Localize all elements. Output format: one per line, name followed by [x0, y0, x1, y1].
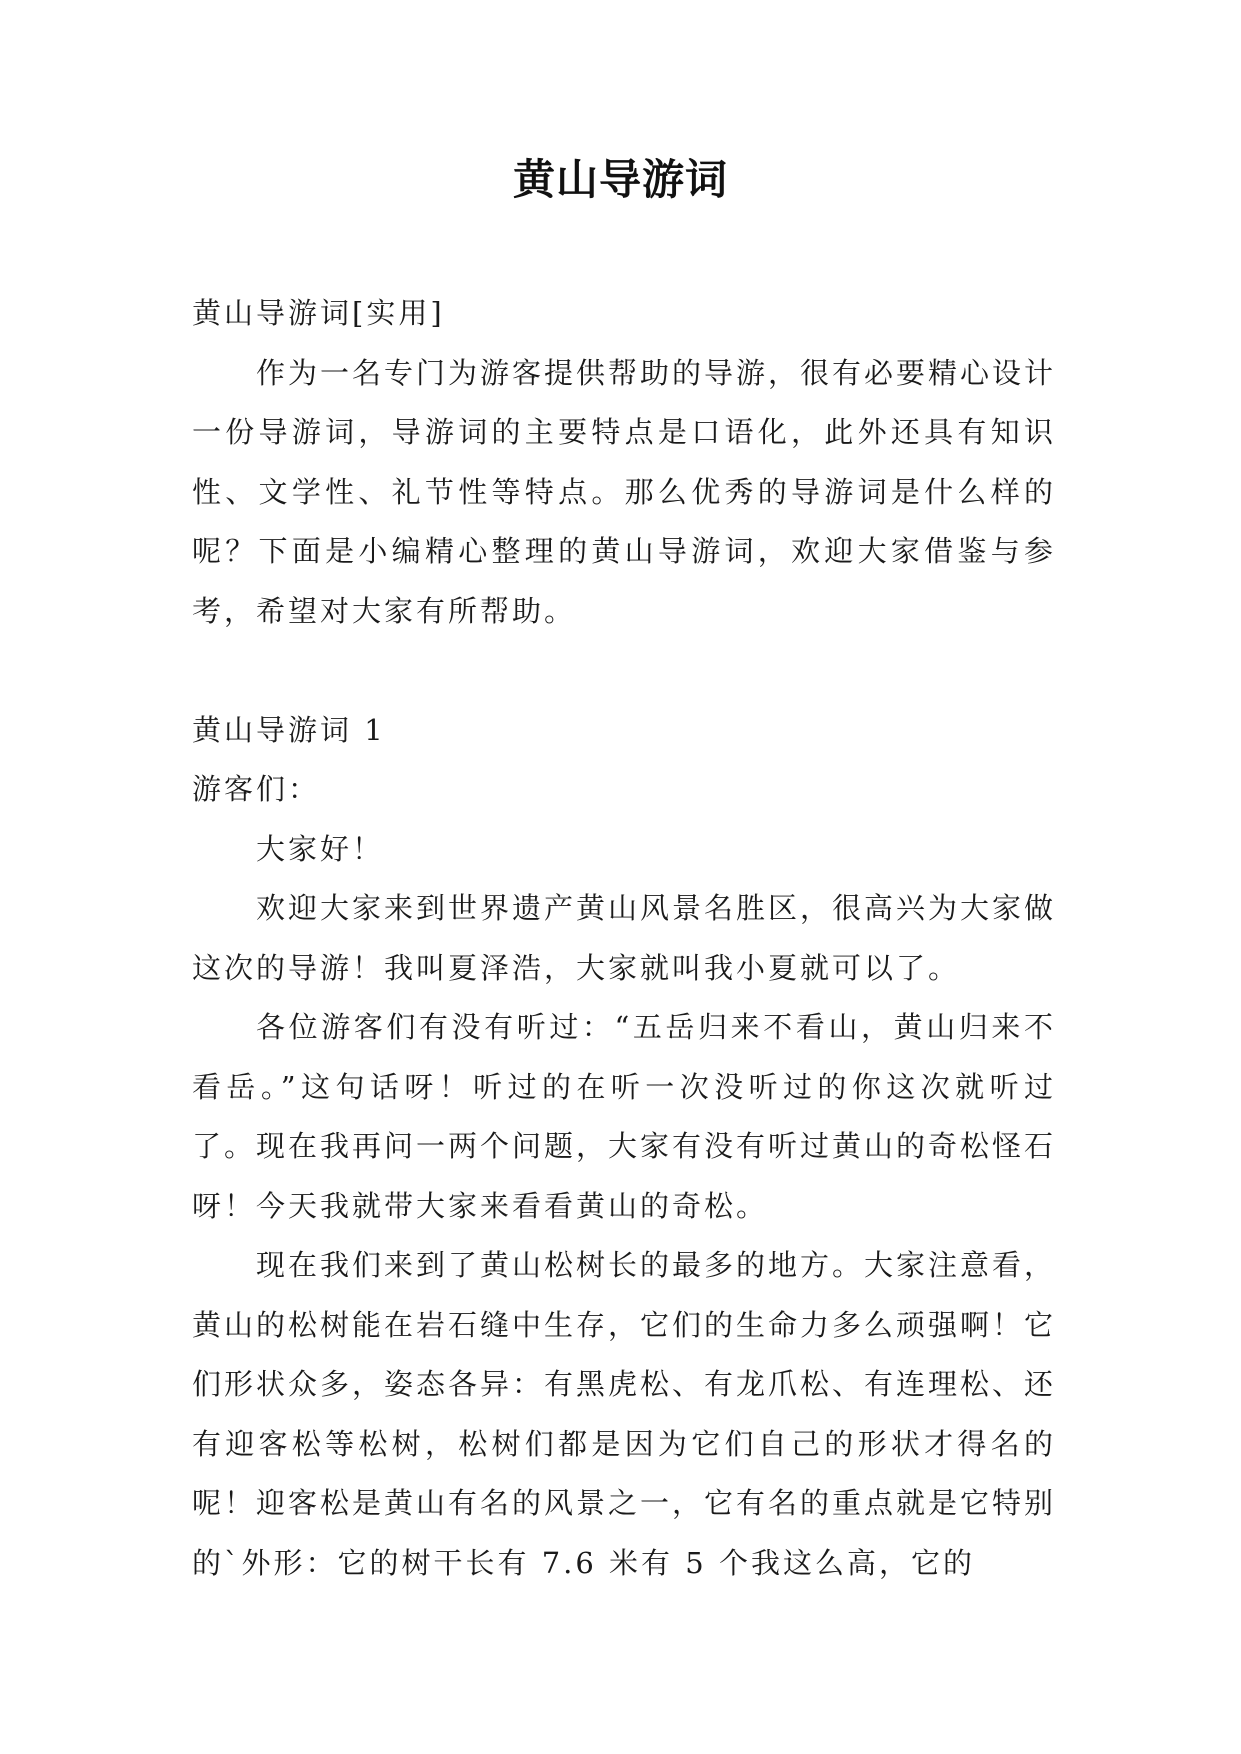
body-paragraph: 现在我们来到了黄山松树长的最多的地方。大家注意看，黄山的松树能在岩石缝中生存，它们的生命力多么顽强啊！它们形状众多，姿态各异：有黑虎松、有龙爪松、有连理松、还有迎客松等松树，松树们都是因为它们自己的形状才得名的呢！迎客松是黄山有名的风景之一，它有名的重点就是它特别的`外形：它的树干长有 7.6 米有 5 个我这么高，它的 — [192, 1248, 1057, 1580]
body-paragraph: 欢迎大家来到世界遗产黄山风景名胜区，很高兴为大家做这次的导游！我叫夏泽浩，大家就叫我小夏就可以了。 — [192, 891, 1057, 985]
document-subtitle: 黄山导游词[实用] — [192, 296, 445, 330]
document-title: 黄山导游词 — [512, 155, 728, 204]
body-paragraph: 大家好！ — [256, 831, 385, 866]
salutation: 游客们： — [192, 772, 321, 806]
document-body — [192, 284, 1056, 1593]
section-heading: 黄山导游词 1 — [192, 712, 386, 747]
intro-paragraph: 作为一名专门为游客提供帮助的导游，很有必要精心设计一份导游词，导游词的主要特点是口语化，此外还具有知识性、文学性、礼节性等特点。那么优秀的导游词是什么样的呢？下面是小编精心整理的黄山导游词，欢迎大家借鉴与参考，希望对大家有所帮助。 — [192, 355, 1057, 628]
body-paragraph: 各位游客们有没有听过：“五岳归来不看山，黄山归来不看岳。”这句话呀！听过的在听一次没听过的你这次就听过了。现在我再问一两个问题，大家有没有听过黄山的奇松怪石呀！今天我就带大家来看看黄山的奇松。 — [192, 1010, 1057, 1223]
paragraph-gap — [192, 641, 1056, 701]
